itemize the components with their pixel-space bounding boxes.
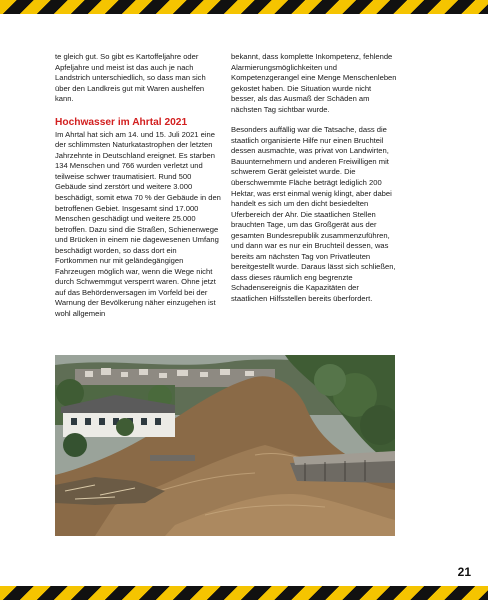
right-column [231,52,397,305]
hazard-stripe-top [0,0,488,14]
right-paragraph-2: Besonders auffällig war die Tatsache, dass die staatlich organisierte Hilfe nur einen Bruchteil dessen ausmachte, was privat von Landwirten, Bauunternehmern und anderen Freiwilligen mit schwerem Gerät geleistet wurde. Die überschwemmte Fläche beträgt lediglich 200 Hektar, was erst einmal wenig klingt, aber dabei handelt es sich um den dicht besiedelten Uferbereich der Ahr. Die staatlichen Stellen brauchten Tage, um das Großgerät aus der gesamten Bundesrepublik zusammenzuführen, und dann war es nur ein Bruchteil dessen, was bereits am nächsten Tag von Privatleuten bereitgestellt wurde. Daraus lässt sich schließen, dass dieses räumlich eng begrenzte Schadensereignis die Kapazitäten der staatlichen Hilfsstellen bereits überfordert. [231,125,396,304]
body-paragraph: Im Ahrtal hat sich am 14. und 15. Juli 2021 eine der schlimmsten Naturkatastrophen der letzten Jahrzehnte in Deutschland ereignet. Es starben 134 Menschen und 766 wurden verletzt und teilweise schwer traumatisiert. Rund 500 Gebäude sind zerstört und weitere 3.000 beschädigt, somit etwa 70 % der Gebäude in den betroffenen Gebiet. Insgesamt sind 17.000 Menschen geschädigt und weitere 25.000 betroffen. Dazu sind die Straßen, Schienenwege und Brücken in einem nie dagewesenen Umfang beschädigt worden, so dass dort ein Fortkommen nur mit geländegängigen Fahrzeugen möglich war, wenn die Wege nicht durch Schwemmgut versperrt waren. Ohne jetzt auf das Behördenversagen im Vorfeld bei der Warnung der Bevölkerung näher einzugehen ist wohl allgemein [55,129,221,319]
page-number: 21 [457,565,471,579]
hazard-stripe-bottom [0,586,488,600]
section-heading: Hochwasser im Ahrtal 2021 [55,116,188,128]
right-paragraph-1: bekannt, dass komplette Inkompetenz, fehlende Alarmierungsmöglichkeiten und Kompetenzgerangel eine Menge Menschenleben gekostet haben. Die Situation wurde nicht besser, als das Ausmaß der Schäden am nächsten Tag sichtbar wurde. [231,52,397,114]
flood-photo [55,355,395,536]
left-column [55,52,221,320]
intro-paragraph: te gleich gut. So gibt es Kartoffeljahre oder Apfeljahre und meist ist das auch je nach Landstrich unterschiedlich, so dass man sich über den Landkreis gut mit Waren aushelfen kann. [55,52,206,104]
